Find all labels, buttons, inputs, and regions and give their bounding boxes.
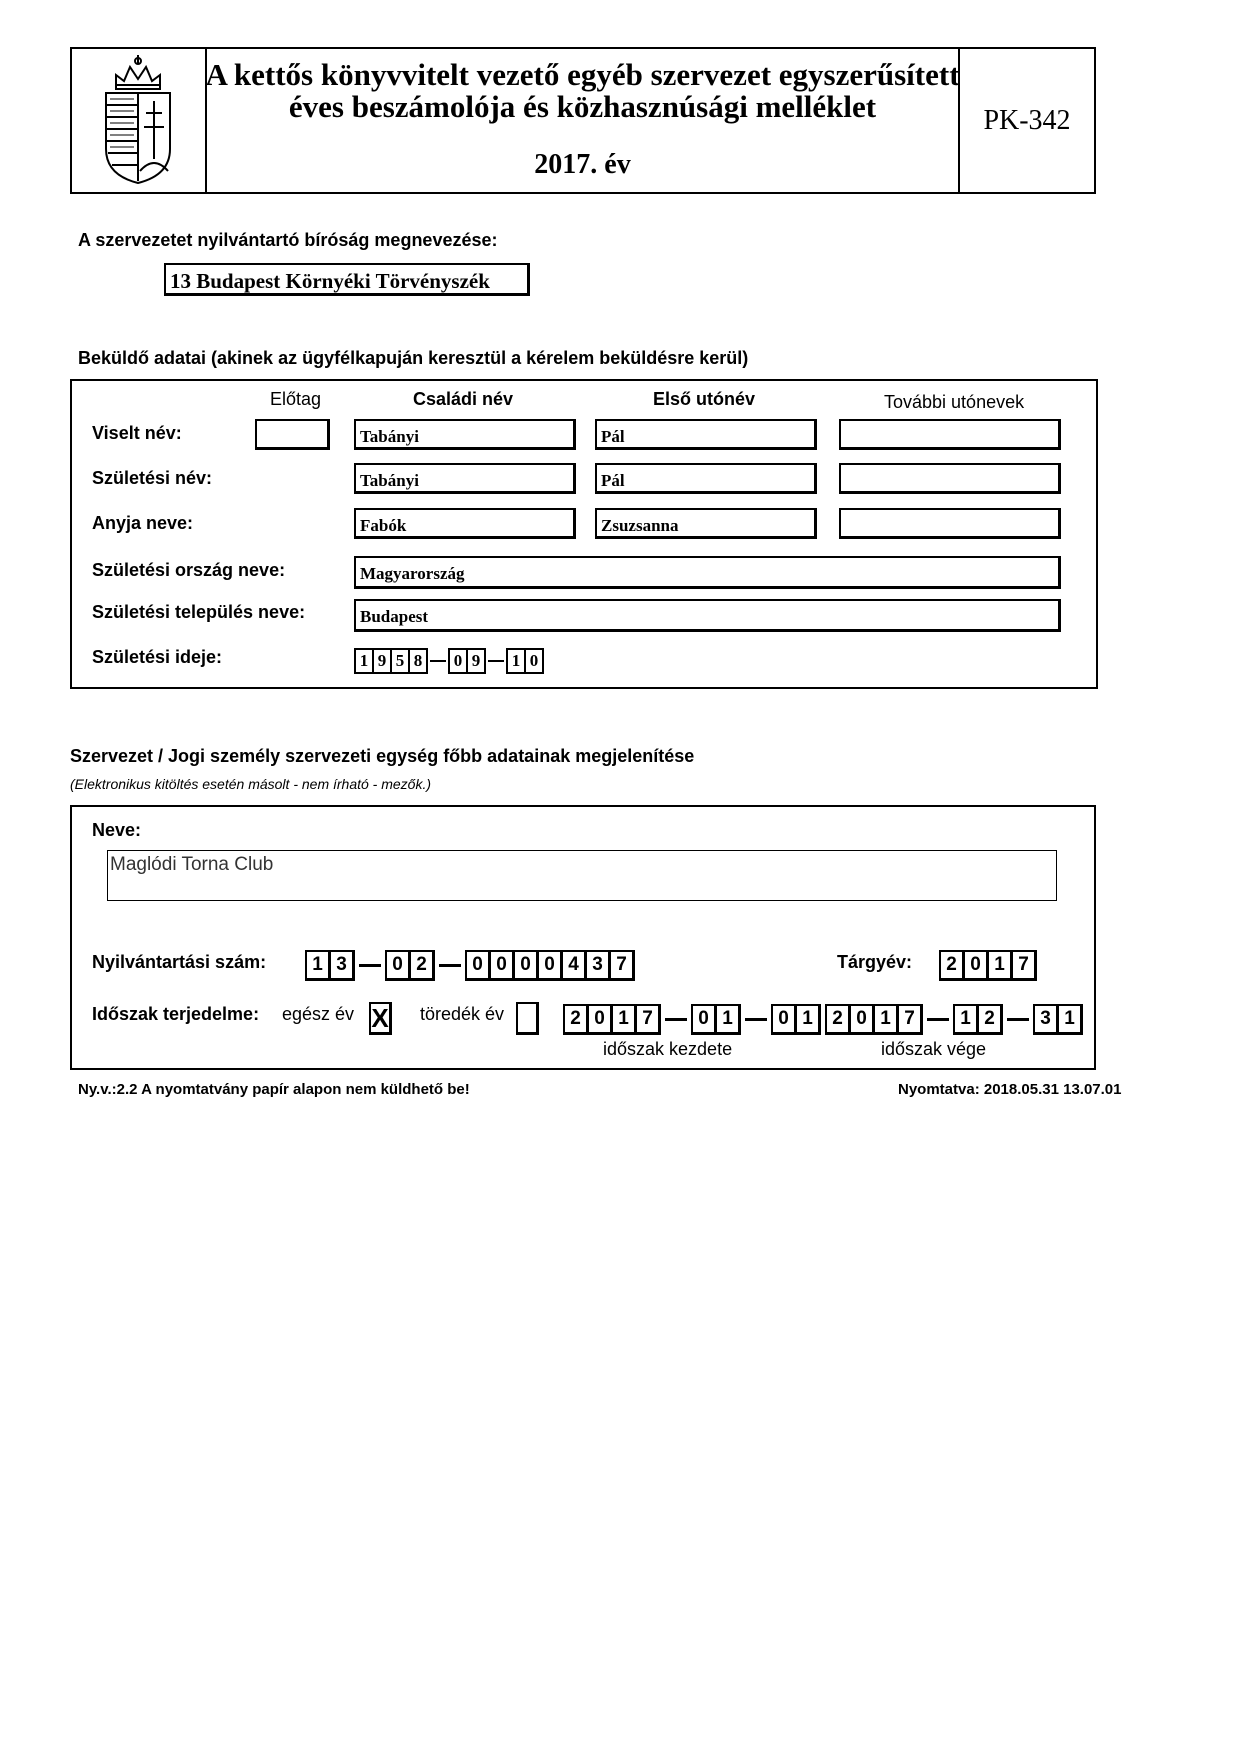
partial-year-checkbox[interactable]: [516, 1002, 539, 1035]
digit-cell: 2: [977, 1004, 1003, 1035]
mother-name-first-field[interactable]: Zsuzsanna: [595, 508, 817, 539]
digit-cell: 3: [329, 950, 355, 981]
digit-cell: 5: [390, 648, 410, 674]
reg-serial-cells[interactable]: [465, 950, 633, 981]
digit-cell: 2: [939, 950, 965, 981]
reg-type-cells[interactable]: [385, 950, 433, 981]
digit-cell: 1: [873, 1004, 899, 1035]
digit-cell: 1: [611, 1004, 637, 1035]
birth-name-label: Születési név:: [92, 468, 213, 488]
digit-cell: 2: [825, 1004, 851, 1035]
digit-cell: 1: [987, 950, 1013, 981]
period-label: Időszak terjedelme:: [92, 1004, 260, 1024]
birth-name-family-field[interactable]: Tabányi: [354, 463, 576, 494]
digit-cell: 1: [354, 648, 374, 674]
date-separator: [1007, 1018, 1029, 1021]
date-separator: [488, 660, 504, 662]
period-start-caption: időszak kezdete: [603, 1039, 733, 1059]
date-separator: [665, 1018, 687, 1021]
hungarian-coat-of-arms-icon: [72, 49, 205, 192]
form-title: [205, 59, 960, 123]
subject-year-field[interactable]: [939, 950, 1035, 981]
digit-cell: 0: [771, 1004, 797, 1035]
digit-cell: 8: [408, 648, 428, 674]
court-field[interactable]: 13 Budapest Környéki Törvényszék: [164, 263, 530, 296]
org-section-title: Szervezet / Jogi személy szervezeti egység főbb adatainak megjelenítése: [70, 746, 695, 766]
birth-name-other-field[interactable]: [839, 463, 1061, 494]
print-timestamp: Nyomtatva: 2018.05.31 13.07.01: [898, 1081, 1122, 1098]
digit-cell: 2: [563, 1004, 589, 1035]
digit-cell: 0: [537, 950, 563, 981]
digit-cell: 0: [465, 950, 491, 981]
digit-cell: 1: [1057, 1004, 1083, 1035]
birth-year-cells[interactable]: [354, 648, 426, 674]
digit-cell: 1: [953, 1004, 979, 1035]
birth-city-label: Születési település neve:: [92, 602, 306, 622]
digit-cell: 0: [691, 1004, 717, 1035]
digit-cell: 0: [524, 648, 544, 674]
mother-name-other-field[interactable]: [839, 508, 1061, 539]
digit-cell: 0: [385, 950, 411, 981]
used-name-other-field[interactable]: [839, 419, 1061, 450]
birth-month-cells[interactable]: [448, 648, 484, 674]
birth-country-field[interactable]: Magyarország: [354, 556, 1061, 589]
digit-cell: 0: [963, 950, 989, 981]
court-label: A szervezetet nyilvántartó bíróság megnevezése:: [78, 230, 498, 250]
mother-name-label: Anyja neve:: [92, 513, 194, 533]
birth-date-field[interactable]: [354, 648, 542, 674]
registration-number-label: Nyilvántartási szám:: [92, 952, 267, 972]
mother-name-family-field[interactable]: Fabók: [354, 508, 576, 539]
form-header: [70, 47, 1096, 194]
digit-cell: 3: [1033, 1004, 1059, 1035]
org-section-note: (Elektronikus kitöltés esetén másolt - nem írható - mezők.): [70, 776, 432, 792]
number-separator: [359, 964, 381, 967]
form-title-line-2: éves beszámolója és közhasznúsági melléklet: [288, 89, 877, 124]
digit-cell: 7: [897, 1004, 923, 1035]
digit-cell: 0: [448, 648, 468, 674]
digit-cell: 7: [609, 950, 635, 981]
column-prefix: Előtag: [270, 389, 322, 409]
digit-cell: 1: [305, 950, 331, 981]
date-separator: [745, 1018, 767, 1021]
registration-number-field[interactable]: [305, 950, 633, 981]
form-title-line-1: A kettős könyvvitelt vezető egyéb szervezet egyszerűsített: [205, 57, 960, 92]
birth-country-label: Születési ország neve:: [92, 560, 286, 580]
used-name-first-field[interactable]: Pál: [595, 419, 817, 450]
column-first-name: Első utónév: [653, 389, 756, 409]
digit-cell: 7: [1011, 950, 1037, 981]
birth-city-field[interactable]: Budapest: [354, 599, 1061, 632]
used-name-family-field[interactable]: Tabányi: [354, 419, 576, 450]
date-separator: [927, 1018, 949, 1021]
digit-cell: 3: [585, 950, 611, 981]
birth-day-cells[interactable]: [506, 648, 542, 674]
column-other-names: További utónevek: [884, 392, 1025, 412]
subject-year-label: Tárgyév:: [837, 952, 913, 972]
footer-note: Ny.v.:2.2 A nyomtatvány papír alapon nem küldhető be!: [78, 1081, 470, 1098]
digit-cell: 7: [635, 1004, 661, 1035]
date-separator: [430, 660, 446, 662]
org-name-field[interactable]: Maglódi Torna Club: [107, 850, 1057, 901]
period-start-field[interactable]: [563, 1004, 819, 1035]
form-year: 2017. év: [534, 149, 631, 180]
whole-year-checkbox[interactable]: X: [369, 1002, 392, 1035]
reg-county-cells[interactable]: [305, 950, 353, 981]
birth-name-first-field[interactable]: Pál: [595, 463, 817, 494]
digit-cell: 0: [849, 1004, 875, 1035]
whole-year-label: egész év: [282, 1004, 355, 1024]
digit-cell: 9: [372, 648, 392, 674]
digit-cell: 1: [506, 648, 526, 674]
used-name-prefix-field[interactable]: [255, 419, 330, 450]
digit-cell: 0: [513, 950, 539, 981]
digit-cell: 4: [561, 950, 587, 981]
digit-cell: 1: [715, 1004, 741, 1035]
digit-cell: 2: [409, 950, 435, 981]
digit-cell: 0: [489, 950, 515, 981]
form-code: PK-342: [958, 49, 1094, 192]
birth-date-label: Születési ideje:: [92, 647, 223, 667]
org-name-label: Neve:: [92, 820, 142, 840]
crest-cell: [72, 49, 207, 192]
period-end-field[interactable]: [825, 1004, 1081, 1035]
column-family-name: Családi név: [413, 389, 514, 409]
used-name-label: Viselt név:: [92, 423, 182, 443]
digit-cell: 9: [466, 648, 486, 674]
partial-year-label: töredék év: [420, 1004, 505, 1024]
period-end-caption: időszak vége: [881, 1039, 987, 1059]
number-separator: [439, 964, 461, 967]
digit-cell: 1: [795, 1004, 821, 1035]
sender-section-title: Beküldő adatai (akinek az ügyfélkapuján keresztül a kérelem beküldésre kerül): [78, 348, 749, 368]
digit-cell: 0: [587, 1004, 613, 1035]
